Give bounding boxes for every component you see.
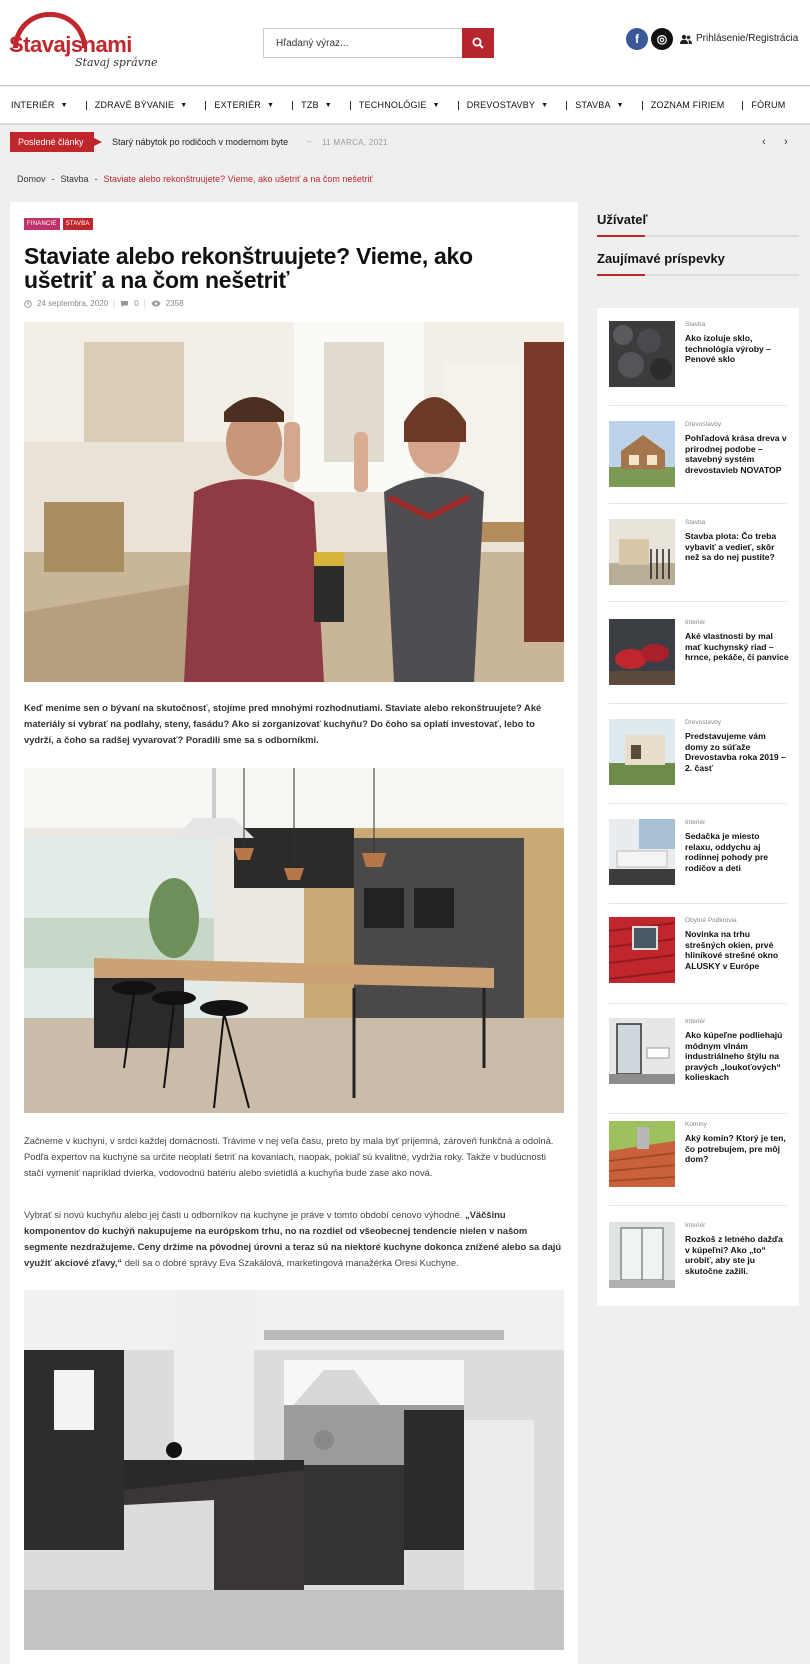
article-lead: Keď meníme sen o bývaní na skutočnosť, stojíme pred mnohými rozhodnutiami. Staviate alebo rekonštruujete? Aké materiály si vybrať na podlahy, steny, fasádu? Ako si zorganizovať kuchyňu? Do čoho sa oplatí investovať, lebo to vydrží, a čoho sa radšej vyvarovať? Poradili sme sa s odborníkmi.	[24, 702, 542, 745]
post-category[interactable]: Obytné Podkrovia	[685, 917, 737, 924]
sidebar-post[interactable]	[609, 1018, 787, 1088]
nav-item-interier[interactable]: INTERIÉR ▼	[11, 100, 68, 110]
eye-icon	[151, 300, 161, 307]
ticker-label: Posledné články	[10, 132, 94, 152]
post-category[interactable]: Interiér	[685, 1018, 706, 1025]
sidebar-posts-heading: Zaujímavé príspevky	[597, 251, 725, 266]
nav-separator	[642, 101, 643, 110]
chevron-down-icon: ▼	[180, 101, 188, 109]
divider	[609, 405, 787, 406]
nav-item-technologie[interactable]: TECHNOLÓGIE ▼	[358, 100, 440, 110]
article-container	[10, 202, 578, 1664]
post-category[interactable]: Drevostavby	[685, 421, 722, 428]
facebook-icon[interactable]: f	[626, 28, 648, 50]
sidebar-post[interactable]	[609, 519, 787, 589]
search-input[interactable]	[264, 29, 462, 57]
comment-icon	[120, 300, 129, 308]
nav-separator	[292, 101, 293, 110]
post-thumbnail[interactable]	[609, 1018, 675, 1084]
article-meta: 24 septembra, 2020 | 0 | 2358	[24, 299, 184, 308]
sidebar-post[interactable]	[609, 1222, 787, 1292]
divider	[609, 1003, 787, 1004]
breadcrumb-home[interactable]: Domov	[17, 174, 46, 184]
nav-separator	[458, 101, 459, 110]
nav-item-exterier[interactable]: EXTERIÉR ▼	[214, 100, 275, 110]
article-views-count: 2358	[165, 299, 184, 308]
latest-articles-ticker	[0, 130, 810, 154]
post-thumbnail[interactable]	[609, 1222, 675, 1288]
divider	[609, 601, 787, 602]
article-image-kitchen-2	[24, 1290, 564, 1650]
chevron-down-icon: ▼	[616, 101, 624, 109]
sidebar-post[interactable]	[609, 1121, 787, 1191]
users-icon	[680, 34, 692, 44]
article-title: Staviate alebo rekonštruujete? Vieme, ako ušetriť a na čom nešetriť	[24, 243, 473, 293]
sidebar	[597, 212, 799, 276]
nav-separator	[742, 101, 743, 110]
post-title[interactable]: Novinka na trhu strešných okien, prvé hliníkové strešné okno ALUSKY v Európe	[685, 929, 779, 971]
main-navigation	[0, 87, 810, 125]
ticker-dash: –	[307, 137, 312, 146]
nav-separator	[205, 101, 206, 110]
heading-underline	[597, 274, 799, 276]
tag-stavba[interactable]: STAVBA	[63, 218, 93, 230]
instagram-icon[interactable]: ◎	[651, 28, 673, 50]
post-title[interactable]: Rozkoš z letného dažďa v kúpeľni? Ako „to“ urobiť, aby ste ju skutočne zažili.	[685, 1234, 783, 1276]
chevron-down-icon: ▼	[432, 101, 440, 109]
ticker-article-link[interactable]: Starý nábytok po rodičoch v modernom byte	[112, 137, 289, 147]
nav-item-stavba[interactable]: STAVBA ▼	[575, 100, 624, 110]
post-thumbnail[interactable]	[609, 819, 675, 885]
post-thumbnail[interactable]	[609, 519, 675, 585]
post-thumbnail[interactable]	[609, 421, 675, 487]
sidebar-user-heading: Užívateľ	[597, 212, 648, 227]
divider	[609, 803, 787, 804]
sidebar-post[interactable]	[609, 421, 787, 491]
breadcrumb-separator: -	[51, 174, 55, 184]
site-logo[interactable]	[9, 12, 158, 76]
divider	[609, 703, 787, 704]
nav-item-tzb[interactable]: TZB ▼	[301, 100, 332, 110]
post-title[interactable]: Ako kúpeľne podliehajú módnym vlnám industriálneho štýlu na pravých „loukoťových“ kolieskach	[685, 1030, 783, 1082]
chevron-down-icon: ▼	[267, 101, 275, 109]
article-hero-image	[24, 322, 564, 682]
post-category[interactable]: Komíny	[685, 1121, 708, 1128]
sidebar-post[interactable]	[609, 819, 787, 889]
search-icon	[472, 37, 484, 49]
breadcrumb-separator: -	[94, 174, 98, 184]
post-title[interactable]: Ako izoluje sklo, technológia výroby – Penové sklo	[685, 333, 771, 364]
post-title[interactable]: Aký komín? Ktorý je ten, čo potrebujem, pre môj dom?	[685, 1133, 786, 1164]
post-title[interactable]: Pohľadová krása dreva v prírodnej podobe – stavebný systém drevostavieb NOVATOP	[685, 433, 787, 475]
post-category[interactable]: Interiér	[685, 619, 706, 626]
breadcrumb	[17, 174, 373, 184]
sidebar-post[interactable]	[609, 917, 787, 987]
post-category[interactable]: Drevostavby	[685, 719, 722, 726]
breadcrumb-section[interactable]: Stavba	[60, 174, 89, 184]
divider	[609, 503, 787, 504]
quote-text: „Väčšinu komponentov do kuchýň nakupujeme na európskom trhu, no na rozdiel od všeobecnej tendencie nielen v našom segmente nezdražujeme. Ceny držíme na pôvodnej úrovni a teraz sú na niektoré kuchyne dokonca znížené alebo sa dajú využiť akciové zľavy,“	[24, 1209, 562, 1268]
search-form	[263, 28, 494, 58]
nav-separator	[566, 101, 567, 110]
sidebar-post[interactable]	[609, 719, 787, 789]
login-label: Prihlásenie/Registrácia	[696, 33, 799, 44]
clock-icon	[24, 300, 32, 308]
ticker-date: 11 MARCA, 2021	[322, 138, 388, 147]
site-header	[0, 0, 810, 86]
sidebar-post[interactable]	[609, 619, 787, 689]
article-image-kitchen-1	[24, 768, 564, 1113]
login-register-link[interactable]	[680, 33, 798, 44]
chevron-down-icon: ▼	[60, 101, 68, 109]
post-title[interactable]: Predstavujeme vám domy zo súťaže Drevostavba roka 2019 – 2. časť	[685, 731, 786, 773]
nav-item-zoznam-firiem[interactable]: ZOZNAM FIRIEM	[650, 100, 725, 110]
post-thumbnail[interactable]	[609, 1121, 675, 1187]
divider	[609, 903, 787, 904]
post-thumbnail[interactable]	[609, 719, 675, 785]
article-paragraph-2: Začneme v kuchyni, v srdci každej domácnosti. Trávime v nej veľa času, preto by mala byť príjemná, zároveň funkčná a odolná. Podľa expertov na kuchyne sa určite neoplatí šetriť na kovaniach, naopak, pokiaľ sú kvalitné, vydržia roky. Takže v budúcnosti stačí vymeniť napríklad dvierka, vodovodnú batériu alebo svietidlá a kuchyňa bude zase ako nová.	[24, 1135, 554, 1178]
divider	[609, 1113, 787, 1114]
search-button[interactable]	[462, 28, 494, 58]
ticker-prev-button[interactable]: ‹	[762, 136, 766, 148]
post-thumbnail[interactable]	[609, 619, 675, 685]
logo-text: Stavajsnami	[9, 32, 132, 57]
nav-separator	[86, 101, 87, 110]
nav-item-forum[interactable]: FÓRUM	[751, 100, 786, 110]
chevron-down-icon: ▼	[541, 101, 549, 109]
article-date: 24 septembra, 2020	[37, 299, 109, 308]
article-comments-count[interactable]: 0	[134, 299, 139, 308]
heading-underline	[597, 235, 799, 237]
article-tags	[24, 218, 93, 230]
nav-separator	[350, 101, 351, 110]
divider	[609, 1205, 787, 1206]
post-category[interactable]: Interiér	[685, 819, 706, 826]
nav-item-drevostavby[interactable]: DREVOSTAVBY ▼	[466, 100, 549, 110]
interesting-posts-list	[597, 308, 799, 1306]
breadcrumb-current: Staviate alebo rekonštruujete? Vieme, ako ušetriť a na čom nešetriť	[103, 174, 373, 184]
post-title[interactable]: Stavba plota: Čo treba vybaviť a vedieť, skôr než sa do nej pustíte?	[685, 531, 777, 562]
post-title[interactable]: Sedačka je miesto relaxu, oddychu aj rodinnej pohody pre rodičov a deti	[685, 831, 769, 873]
post-thumbnail[interactable]	[609, 321, 675, 387]
nav-item-zdrave-byvanie[interactable]: ZDRAVÉ BÝVANIE ▼	[94, 100, 188, 110]
ticker-next-button[interactable]: ›	[784, 136, 788, 148]
post-category[interactable]: Stavba	[685, 321, 706, 328]
post-category[interactable]: Stavba	[685, 519, 706, 526]
post-category[interactable]: Interiér	[685, 1222, 706, 1229]
post-thumbnail[interactable]	[609, 917, 675, 983]
article-paragraph-3: Vybrať si novú kuchyňu alebo jej časti u odborníkov na kuchyne je práve v tomto období cenovo výhodné. „Väčšinu komponentov do kuchýň nakupujeme na európskom trhu, no na rozdiel od všeobecnej tendencie nielen v našom segmente nezdražujeme. Ceny držíme na pôvodnej úrovni a teraz sú na niektoré kuchyne dokonca znížené alebo sa dajú využiť akciové zľavy,“ delí sa o dobré správy Eva Szakálová, marketingová manažérka Oresi Kuchyne.	[24, 1209, 562, 1268]
sidebar-post[interactable]	[609, 321, 787, 391]
post-title[interactable]: Aké vlastnosti by mal mať kuchynský riad – hrnce, pekáče, či panvice	[685, 631, 789, 662]
logo-tagline: Stavaj správne	[75, 56, 158, 69]
tag-financie[interactable]: FINANCIE	[24, 218, 60, 230]
chevron-down-icon: ▼	[324, 101, 332, 109]
